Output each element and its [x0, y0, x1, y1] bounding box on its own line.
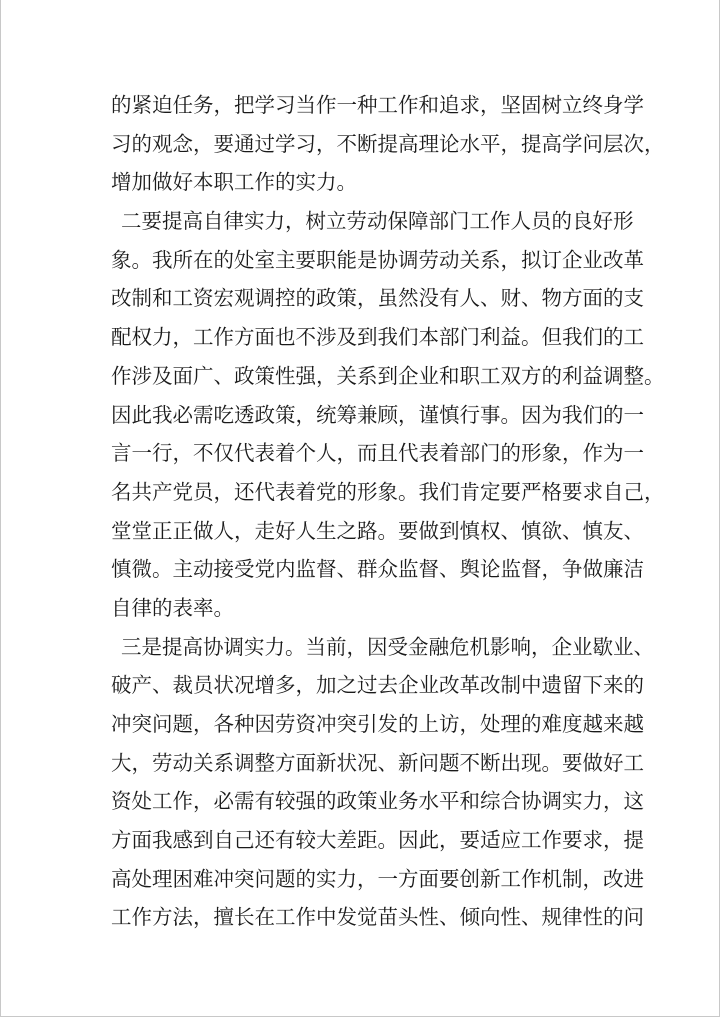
text-line: 破产、裁员状况增多，加之过去企业改革改制中遗留下来的	[111, 673, 644, 698]
text-line: 堂堂正正做人，走好人生之路。要做到慎权、慎欲、慎友、	[111, 518, 644, 543]
text-line: 言一行，不仅代表着个人，而且代表着部门的形象，作为一	[111, 441, 644, 466]
text-line: 作涉及面广、政策性强，关系到企业和职工双方的利益调整。	[111, 363, 665, 388]
text-line: 配权力，工作方面也不涉及到我们本部门利益。但我们的工	[111, 325, 644, 350]
text-line: 名共产党员，还代表着党的形象。我们肯定要严格要求自己，	[111, 479, 665, 504]
text-line: 增加做好本职工作的实力。	[111, 170, 357, 195]
text-line: 工作方法，擅长在工作中发觉苗头性、倾向性、规律性的问	[111, 905, 644, 930]
text-line: 因此我必需吃透政策，统筹兼顾，谨慎行事。因为我们的一	[111, 402, 644, 427]
text-line: 自律的表率。	[111, 595, 234, 620]
document-body	[111, 86, 665, 937]
text-line: 冲突问题，各种因劳资冲突引发的上访，处理的难度越来越	[111, 712, 644, 736]
text-line: 资处工作，必需有较强的政策业务水平和综合协调实力，这	[111, 789, 644, 814]
text-line: 改制和工资宏观调控的政策，虽然没有人、财、物方面的支	[111, 286, 644, 311]
text-line: 高处理困难冲突问题的实力，一方面要创新工作机制，改进	[111, 866, 644, 891]
text-line: 象。我所在的处室主要职能是协调劳动关系，拟订企业改革	[111, 247, 644, 272]
text-line: 方面我感到自己还有较大差距。因此，要适应工作要求，提	[111, 828, 644, 853]
text-line: 慎微。主动接受党内监督、群众监督、舆论监督，争做廉洁	[111, 557, 644, 582]
text-line: 三是提高协调实力。当前，因受金融危机影响，企业歇业、	[121, 634, 654, 659]
text-line: 大，劳动关系调整方面新状况、新问题不断出现。要做好工	[111, 750, 644, 775]
text-line: 习的观念，要通过学习，不断提高理论水平，提高学问层次，	[111, 131, 665, 156]
text-line: 的紧迫任务，把学习当作一种工作和追求，坚固树立终身学	[111, 93, 644, 117]
text-line: 二要提高自律实力，树立劳动保障部门工作人员的良好形	[121, 209, 634, 234]
